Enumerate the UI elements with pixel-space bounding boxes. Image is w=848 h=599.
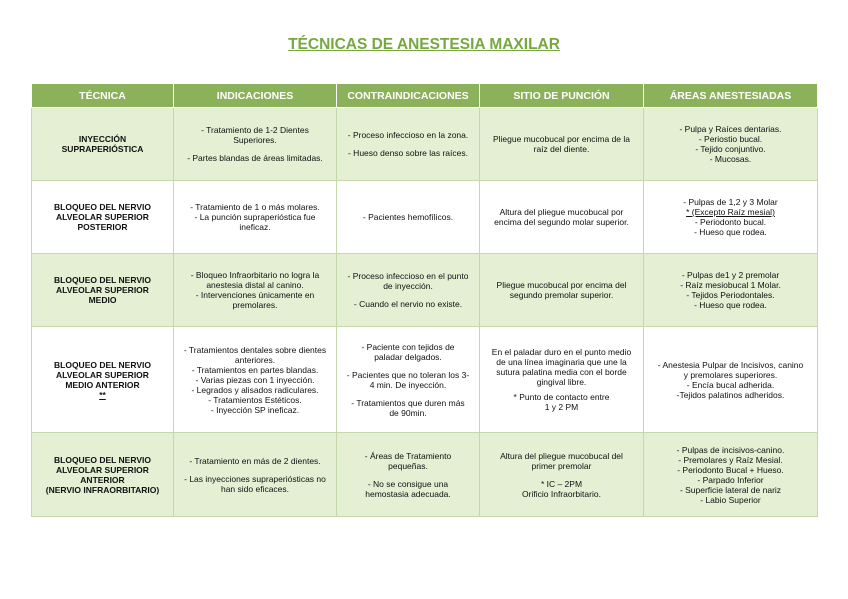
contraindication-line: - Paciente con tejidos de <box>361 341 455 352</box>
table-row <box>32 254 818 327</box>
contraindication-line: paladar delgados. <box>374 351 442 362</box>
area-line: - Hueso que rodea. <box>694 227 767 237</box>
area-line: - Pulpas de 1,2 y 3 Molar <box>683 197 778 207</box>
area-line: - Periostio bucal. <box>698 134 763 144</box>
contraindications-cell <box>337 433 480 517</box>
puncture-line: primer premolar <box>531 460 592 471</box>
header-row <box>32 84 818 108</box>
page-title: TÉCNICAS DE ANESTESIA MAXILAR <box>288 36 560 53</box>
technique-line: ALVEOLAR SUPERIOR <box>56 285 149 295</box>
indication-line: - La punción supraperióstica fue <box>194 212 316 222</box>
anesthesia-table <box>31 83 818 517</box>
area-line: - Periodonto bucal. <box>694 217 767 227</box>
technique-line: SUPRAPERIÓSTICA <box>61 144 144 154</box>
puncture-line: gingival libre. <box>536 377 587 387</box>
contraindications-cell <box>337 254 480 327</box>
technique-cell <box>32 108 174 181</box>
indication-line: - Tratamiento de 1 o más molares. <box>190 202 320 212</box>
contraindication-line: - Hueso denso sobre las raíces. <box>347 148 468 158</box>
table-row <box>32 327 818 433</box>
technique-cell <box>32 254 174 327</box>
technique-line: INYECCIÓN <box>78 134 127 144</box>
header-tecnica: TÉCNICA <box>32 84 174 108</box>
indication-line: ineficaz. <box>239 222 271 232</box>
header-sitio-puncion: SITIO DE PUNCIÓN <box>480 84 644 108</box>
anesthetized-areas-cell <box>644 327 818 433</box>
anesthetized-areas-cell <box>644 433 818 517</box>
indication-line: - Las inyecciones supraperiósticas no <box>184 473 326 484</box>
table-row <box>32 181 818 254</box>
indication-line: - Intervenciones únicamente en <box>195 290 315 300</box>
contraindication-line: - Tratamientos que duren más <box>351 397 465 408</box>
puncture-line: 1 y 2 PM <box>544 402 579 412</box>
indication-line: han sido eficaces. <box>220 483 290 494</box>
indications-cell <box>174 181 337 254</box>
puncture-site-cell <box>480 254 644 327</box>
puncture-line: Altura del pliegue mucobucal del <box>500 450 623 461</box>
anesthetized-areas-cell <box>644 181 818 254</box>
technique-line: ANTERIOR <box>80 474 125 485</box>
anesthetized-areas-cell <box>644 254 818 327</box>
technique-line: (NERVIO INFRAORBITARIO) <box>45 484 160 495</box>
indication-line: anteriores. <box>234 354 276 365</box>
technique-line: ALVEOLAR SUPERIOR <box>56 369 149 380</box>
indications-cell <box>174 108 337 181</box>
puncture-line: * Punto de contacto entre <box>513 392 610 402</box>
indication-line: anestesia distal al canino. <box>206 280 304 290</box>
indication-line: - Tratamiento de 1-2 Dientes <box>201 125 309 135</box>
table-row <box>32 108 818 181</box>
area-line: - Anestesia Pulpar de Incisivos, canino <box>657 359 804 370</box>
technique-line: BLOQUEO DEL NERVIO <box>54 202 151 212</box>
area-line: - Raíz mesiobucal 1 Molar. <box>680 280 781 290</box>
puncture-line: En el paladar duro en el punto medio <box>491 347 632 357</box>
technique-line: ALVEOLAR SUPERIOR <box>56 212 149 222</box>
technique-line: BLOQUEO DEL NERVIO <box>54 359 151 370</box>
area-line: - Mucosas. <box>709 154 752 164</box>
puncture-line: Pliegue mucobucal por encima de la <box>492 134 631 144</box>
contraindication-line: de 90min. <box>389 407 427 418</box>
indication-line: - Inyección SP ineficaz. <box>210 404 300 415</box>
area-line: - Tejidos Periodontales. <box>686 290 775 300</box>
technique-line: POSTERIOR <box>77 222 128 232</box>
header-contraindicaciones: CONTRAINDICACIONES <box>337 84 480 108</box>
area-line: y premolares superiores. <box>683 369 778 380</box>
indication-line: - Bloqueo Infraorbitario no logra la <box>190 270 320 280</box>
indication-line: - Tratamiento en más de 2 dientes. <box>189 455 321 466</box>
technique-cell <box>32 327 174 433</box>
indication-line: - Varias piezas con 1 inyección. <box>195 374 315 385</box>
area-line: - Tejido conjuntivo. <box>695 144 766 154</box>
puncture-line: Pliegue mucobucal por encima del <box>496 280 627 290</box>
area-line: - Encía bucal adherida. <box>686 379 775 390</box>
header-indicaciones: INDICACIONES <box>174 84 337 108</box>
puncture-line: raíz del diente. <box>533 144 590 154</box>
contraindications-cell <box>337 181 480 254</box>
area-line: - Pulpas de incisivos-canino. <box>676 444 785 455</box>
area-line: * (Excepto Raíz mesial) <box>686 207 775 217</box>
contraindications-cell <box>337 108 480 181</box>
indications-cell <box>174 254 337 327</box>
contraindication-line: 4 min. De inyección. <box>369 379 447 390</box>
contraindication-line: - Pacientes que no toleran los 3- <box>346 369 470 380</box>
area-line: - Periodonto Bucal + Hueso. <box>677 464 784 475</box>
contraindication-line: hemostasia adecuada. <box>365 488 451 499</box>
indications-cell <box>174 433 337 517</box>
indication-line: - Tratamientos en partes blandas. <box>191 364 319 375</box>
puncture-site-cell <box>480 433 644 517</box>
header-areas-anestesiadas: ÁREAS ANESTESIADAS <box>644 84 818 108</box>
technique-line: BLOQUEO DEL NERVIO <box>54 454 151 465</box>
area-line: - Superficie lateral de nariz <box>679 484 782 495</box>
indication-line: - Legrados y alisados radiculares. <box>191 384 319 395</box>
puncture-site-cell <box>480 181 644 254</box>
puncture-line: sutura palatina media con el borde <box>496 367 627 377</box>
indications-cell <box>174 327 337 433</box>
technique-line: ALVEOLAR SUPERIOR <box>56 464 149 475</box>
technique-cell <box>32 181 174 254</box>
technique-line: MEDIO <box>88 295 117 305</box>
puncture-line: Altura del pliegue mucobucal por <box>499 207 624 217</box>
area-line: - Pulpa y Raíces dentarias. <box>679 124 782 134</box>
area-line: - Hueso que rodea. <box>694 300 767 310</box>
technique-line: ** <box>99 389 106 400</box>
indication-line: Superiores. <box>233 135 277 145</box>
contraindications-cell <box>337 327 480 433</box>
indication-line: - Tratamientos dentales sobre dientes <box>183 344 327 355</box>
puncture-site-cell <box>480 327 644 433</box>
contraindication-line: - Proceso infeccioso en la zona. <box>347 130 469 140</box>
contraindication-line: - Áreas de Tratamiento <box>364 450 452 461</box>
contraindication-line: - Pacientes hemofílicos. <box>362 212 454 222</box>
technique-cell <box>32 433 174 517</box>
contraindication-line: - Proceso infeccioso en el punto <box>347 271 469 281</box>
contraindication-line: pequeñas. <box>388 460 428 471</box>
contraindication-line: - Cuando el nervio no existe. <box>353 299 463 309</box>
puncture-site-cell <box>480 108 644 181</box>
anesthetized-areas-cell <box>644 108 818 181</box>
puncture-line: encima del segundo molar superior. <box>494 217 629 227</box>
indication-line: - Partes blandas de áreas limitadas. <box>187 153 323 163</box>
puncture-line: * IC – 2PM <box>540 478 583 489</box>
area-line: - Parpado Inferior <box>697 474 764 485</box>
contraindication-line: de inyección. <box>383 281 433 291</box>
area-line: -Tejidos palatinos adheridos. <box>676 389 785 400</box>
technique-line: MEDIO ANTERIOR <box>65 379 140 390</box>
table-row <box>32 433 818 517</box>
puncture-line: Orificio Infraorbitario. <box>522 488 601 499</box>
area-line: - Pulpas de1 y 2 premolar <box>681 270 780 280</box>
area-line: - Premolares y Raíz Mesial. <box>678 454 783 465</box>
contraindication-line: - No se consigue una <box>367 478 449 489</box>
indication-line: - Tratamientos Estéticos. <box>208 394 302 405</box>
puncture-line: de una línea imaginaria que une la <box>496 357 627 367</box>
indication-line: premolares. <box>232 300 278 310</box>
area-line: - Labio Superior <box>700 494 761 505</box>
technique-line: BLOQUEO DEL NERVIO <box>54 275 151 285</box>
puncture-line: segundo premolar superior. <box>509 290 614 300</box>
